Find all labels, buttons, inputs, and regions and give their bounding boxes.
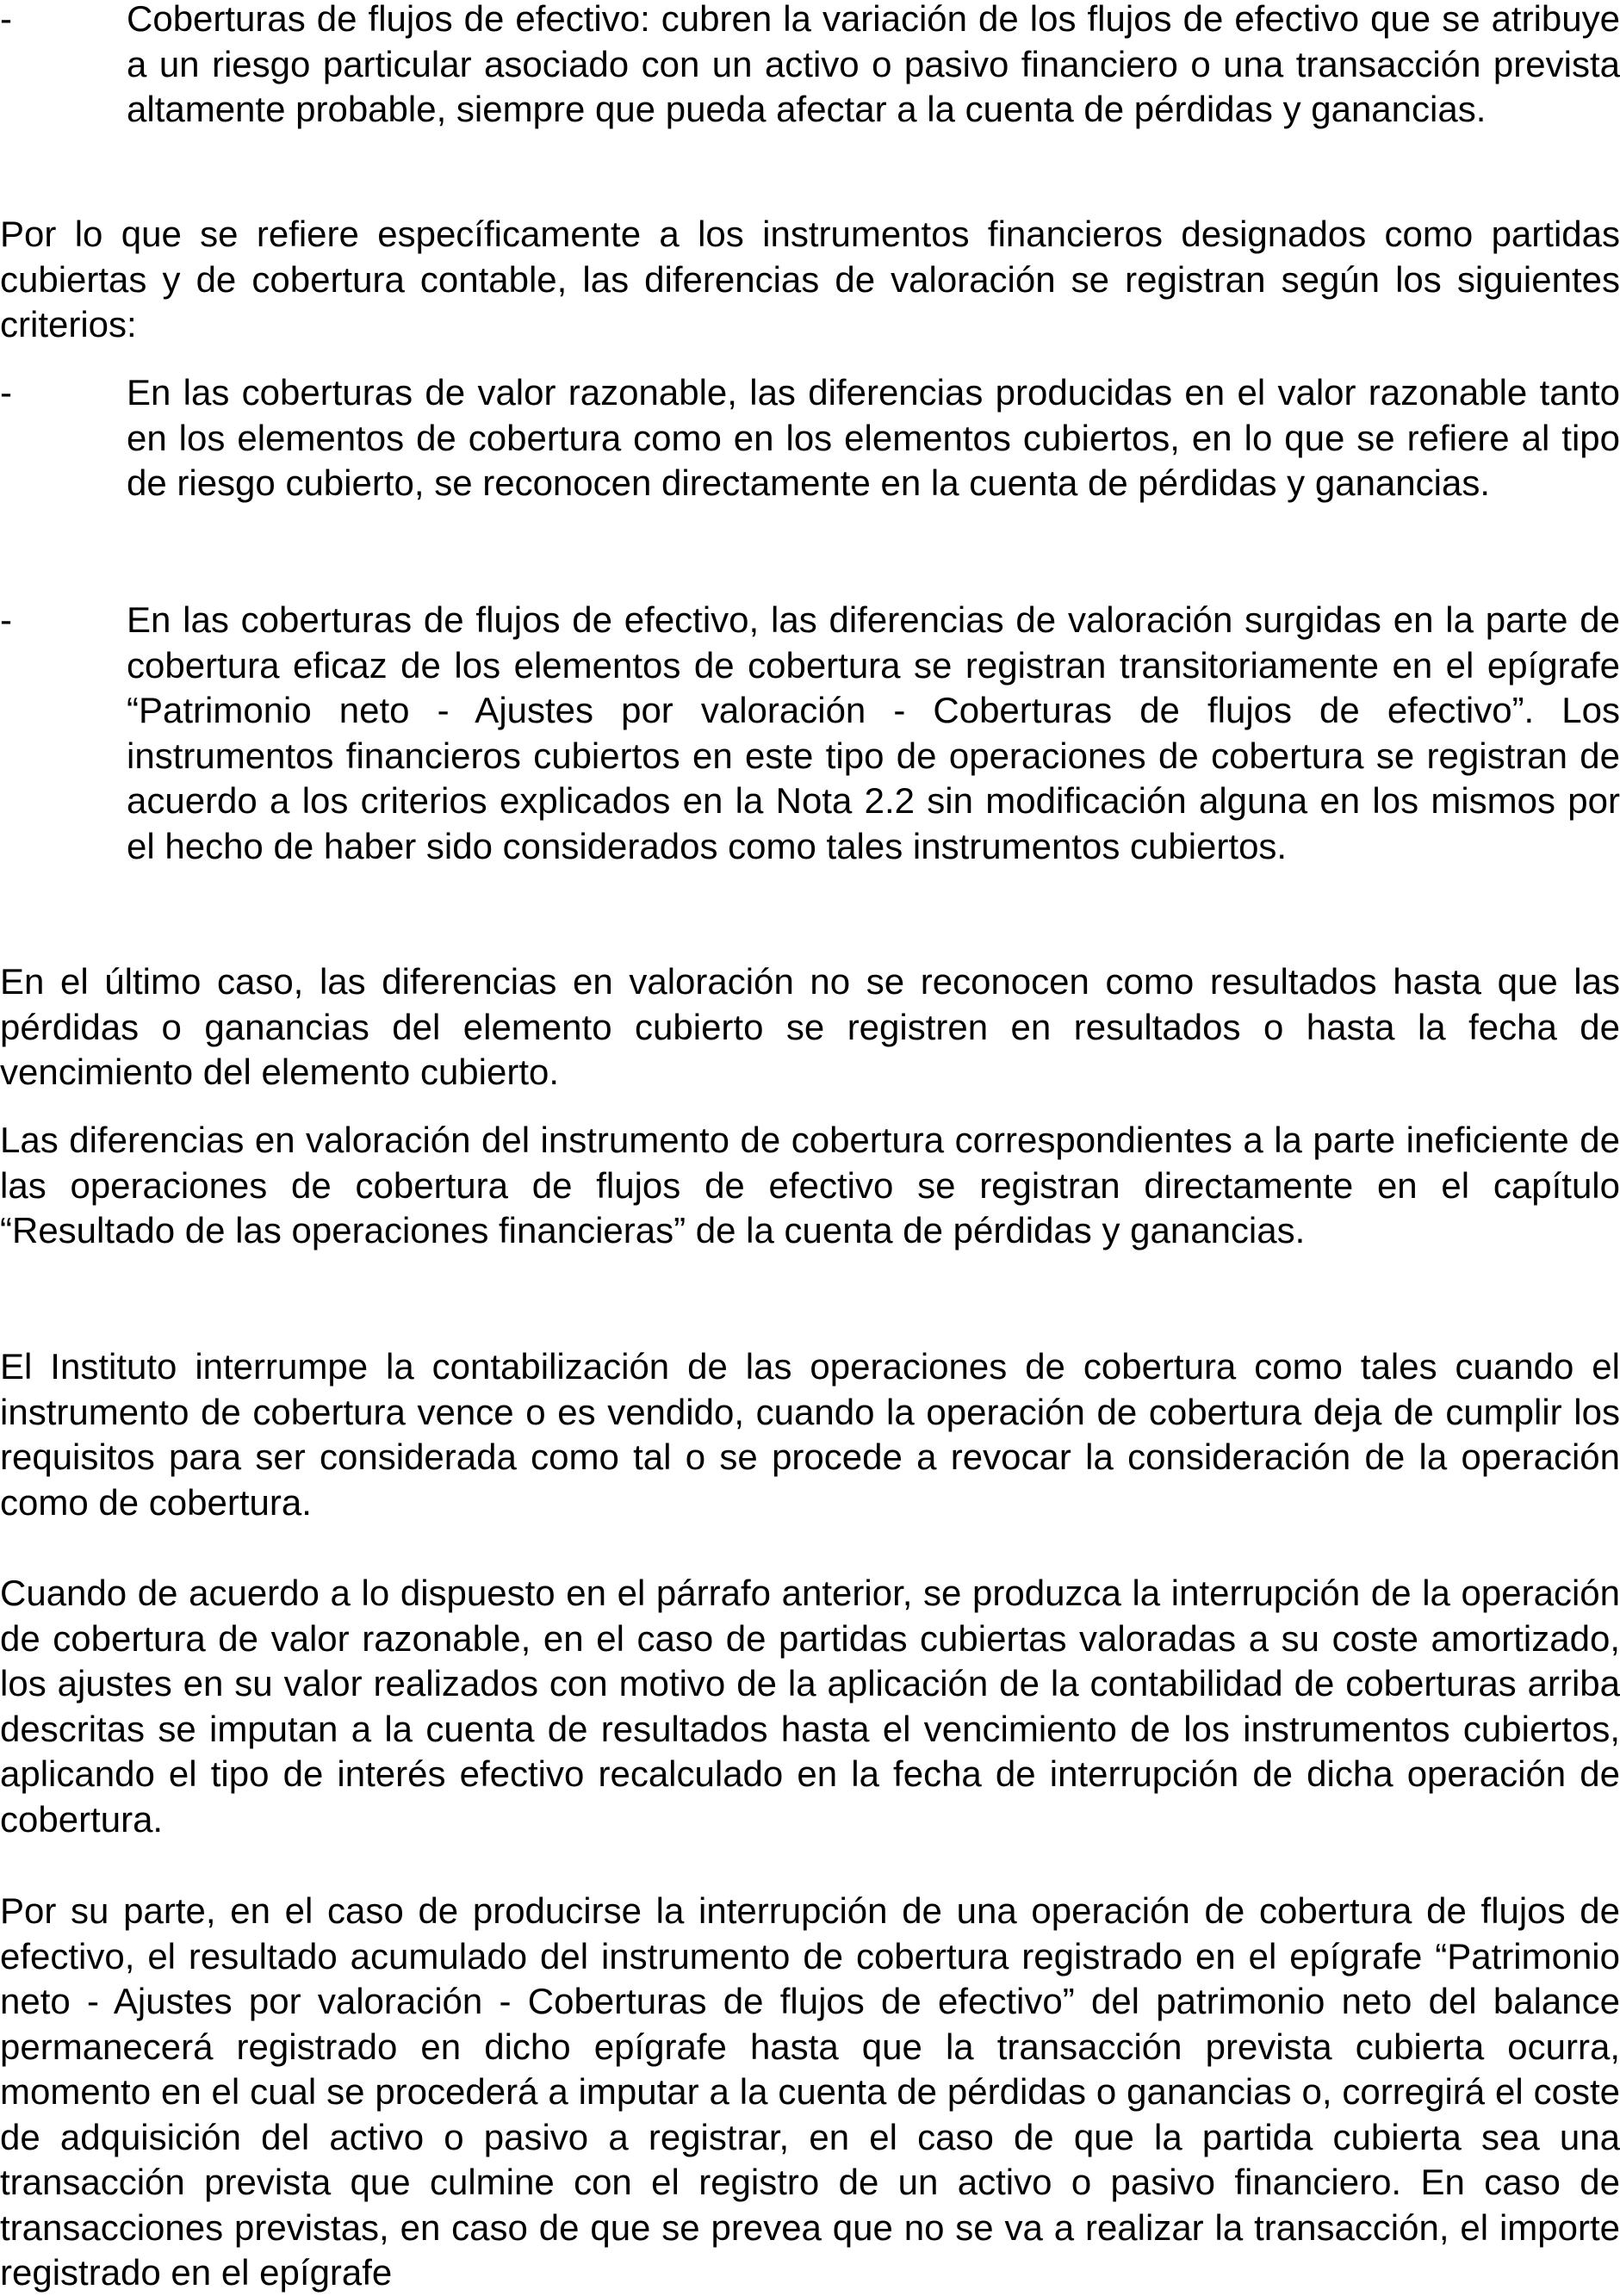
list-item-text: En las coberturas de valor razonable, las diferencias producidas en el valor razonable tanto en los elementos de cobertura como en los elementos cubiertos, en lo que se refiere al tipo de riesgo cubierto, se reconocen directamente en la cuenta de pérdidas y ganancias.: [127, 372, 1620, 503]
paragraph-valuation-criteria: Por lo que se refiere específicamente a los instrumentos financieros designados como partidas cubiertas y de cobertura contable, las diferencias de valoración se registran según los siguientes criterios:: [0, 214, 1620, 344]
paragraph-cash-flow-interruption: Por su parte, en el caso de producirse la interrupción de una operación de cobertura de flujos de efectivo, el resultado acumulado del instrumento de cobertura registrado en el epígrafe “Patrimonio neto - Ajustes por valoración - Coberturas de flujos de efectivo” del patrimonio neto del balance permanecerá registrado en dicho epígrafe hasta que la transacción prevista cubierta ocurra, momento en el cual se procederá a imputar a la cuenta de pérdidas o ganancias o, corregirá el coste de adquisición del activo o pasivo a registrar, en el caso de que la partida cubierta sea una transacción prevista que culmine con el registro de un activo o pasivo financiero. En caso de transacciones previstas, en caso de que se prevea que no se va a realizar la transacción, el importe registrado en el epígrafe: [0, 1890, 1620, 2293]
paragraph-ineffective-part: Las diferencias en valoración del instrumento de cobertura correspondientes a la parte ineficiente de las operaciones de cobertura de flujos de efectivo se registran directamente en el capítulo “Resultado de las operaciones financieras” de la cuenta de pérdidas y ganancias.: [0, 1120, 1620, 1250]
list-dash: -: [0, 0, 12, 39]
list-item-text: En las coberturas de flujos de efectivo, las diferencias de valoración surgidas en la parte de cobertura eficaz de los elementos de cobertura se registran transitoriamente en el epígrafe “Patrimonio neto - Ajustes por valoración - Coberturas de flujos de efectivo”. Los instrumentos financieros cubiertos en este tipo de operaciones de cobertura se registran de acuerdo a los criterios explicados en la Nota 2.2 sin modificación alguna en los mismos por el hecho de haber sido considerados como tales instrumentos cubiertos.: [127, 599, 1620, 866]
paragraph-last-case: En el último caso, las diferencias en valoración no se reconocen como resultados hasta que las pérdidas o ganancias del elemento cubierto se registren en resultados o hasta la fecha de vencimiento del elemento cubierto.: [0, 961, 1620, 1092]
paragraph-fair-value-interruption: Cuando de acuerdo a lo dispuesto en el párrafo anterior, se produzca la interrupción de la operación de cobertura de valor razonable, en el caso de partidas cubiertas valoradas a su coste amortizado, los ajustes en su valor realizados con motivo de la aplicación de la contabilidad de coberturas arriba descritas se imputan a la cuenta de resultados hasta el vencimiento de los instrumentos cubiertos, aplicando el tipo de interés efectivo recalculado en la fecha de interrupción de dicha operación de cobertura.: [0, 1573, 1620, 1840]
list-dash: -: [0, 599, 12, 640]
paragraph-interruption: El Instituto interrumpe la contabilización de las operaciones de cobertura como tales cuando el instrumento de cobertura vence o es vendido, cuando la operación de cobertura deja de cumplir los requisitos para ser considerada como tal o se procede a revocar la consideración de la operación como de cobertura.: [0, 1346, 1620, 1523]
list-dash: -: [0, 372, 12, 413]
list-item-text: Coberturas de flujos de efectivo: cubren la variación de los flujos de efectivo que se atribuye a un riesgo particular asociado con un activo o pasivo financiero o una transacción prevista altamente probable, siempre que pueda afectar a la cuenta de pérdidas y ganancias.: [127, 0, 1620, 129]
